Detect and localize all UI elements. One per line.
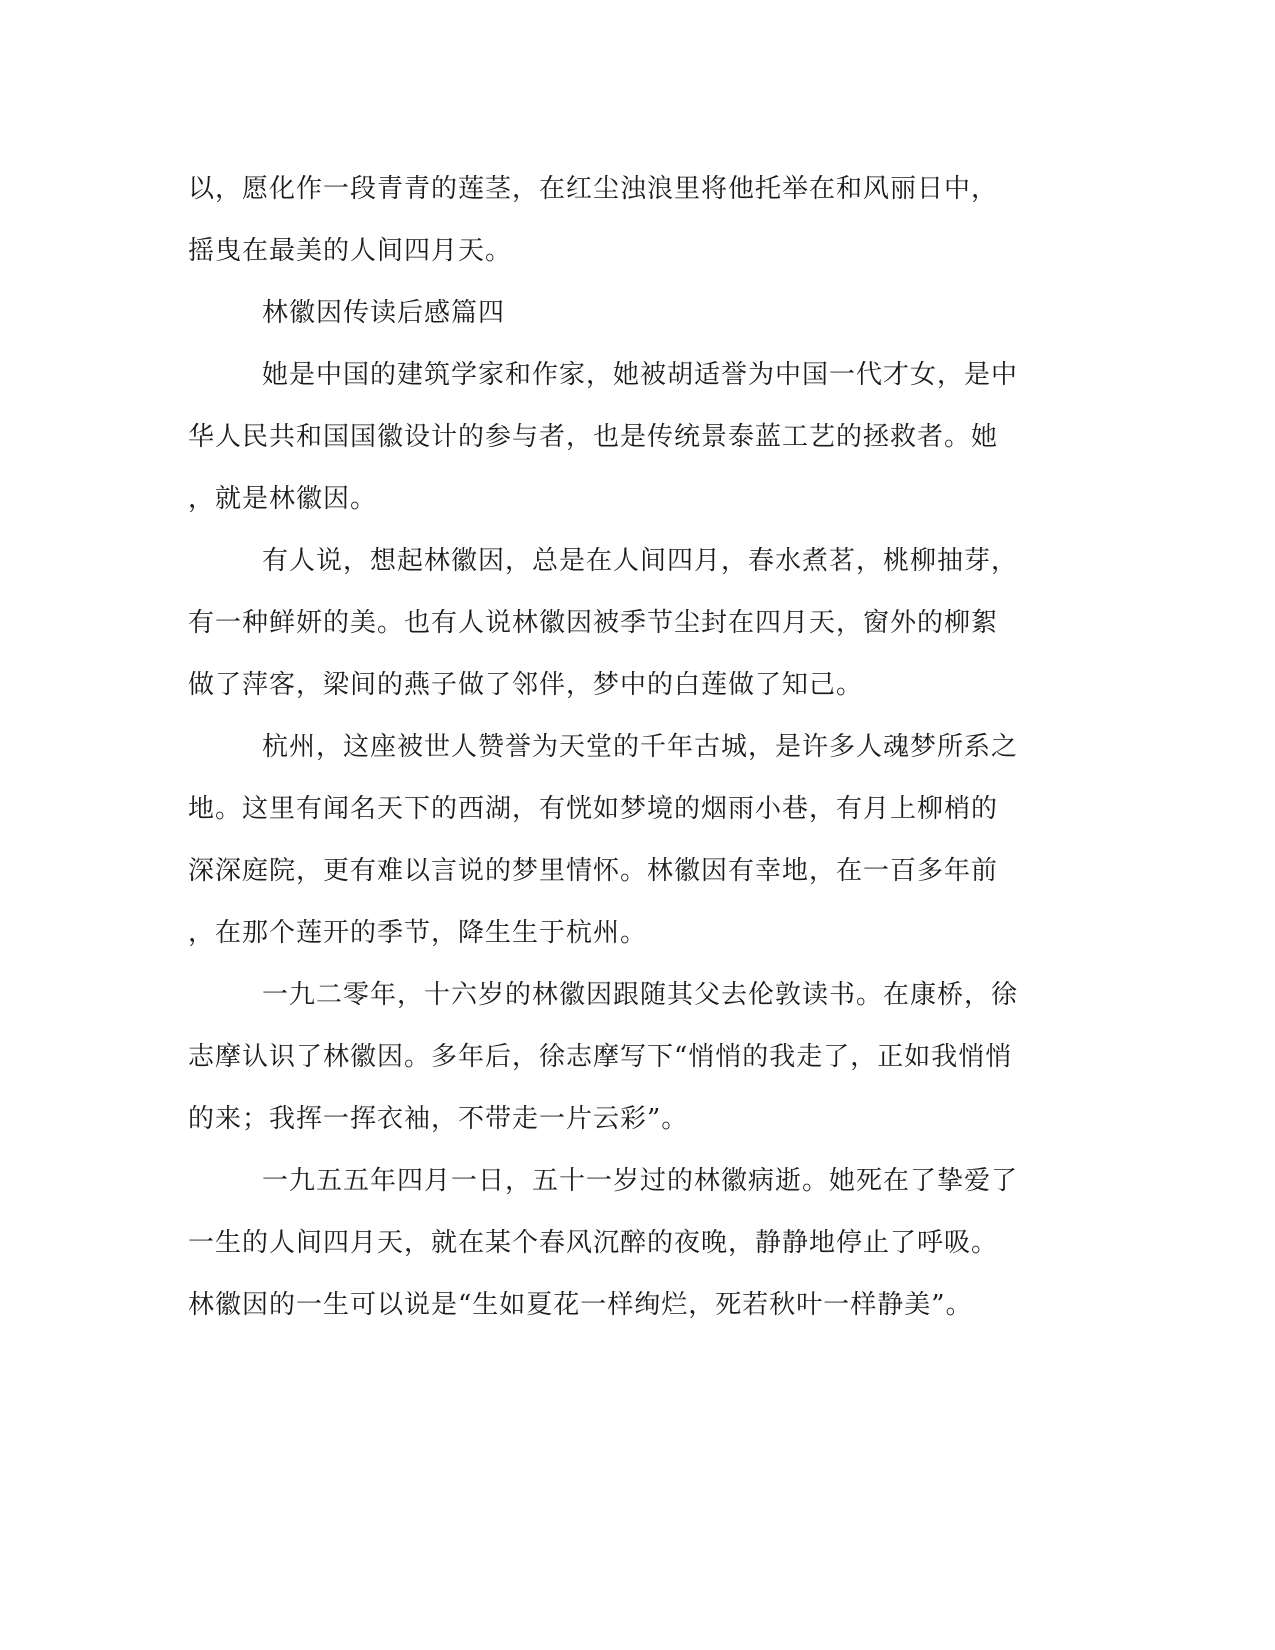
text-line: 摇曳在最美的人间四月天。	[188, 236, 513, 266]
text-line: 以，愿化作一段青青的莲茎，在红尘浊浪里将他托举在和风丽日中，	[188, 174, 999, 204]
text-line: 有人说，想起林徽因，总是在人间四月，春水煮茗，桃柳抽芽，	[262, 546, 1019, 576]
text-line: 深深庭院，更有难以言说的梦里情怀。林徽因有幸地，在一百多年前	[188, 856, 999, 886]
text-line: 一九二零年，十六岁的林徽因跟随其父去伦敦读书。在康桥，徐	[262, 980, 1019, 1010]
text-line: 有一种鲜妍的美。也有人说林徽因被季节尘封在四月天，窗外的柳絮	[188, 608, 999, 638]
text-line: 志摩认识了林徽因。多年后，徐志摩写下“悄悄的我走了，正如我悄悄	[188, 1042, 1013, 1072]
document-body	[188, 158, 1068, 1336]
text-line: ，在那个莲开的季节，降生生于杭州。	[188, 918, 648, 948]
text-line: 一生的人间四月天，就在某个春风沉醉的夜晚，静静地停止了呼吸。	[188, 1228, 999, 1258]
text-line: 她是中国的建筑学家和作家，她被胡适誉为中国一代才女，是中	[262, 360, 1019, 390]
text-line: 华人民共和国国徽设计的参与者，也是传统景泰蓝工艺的拯救者。她	[188, 422, 999, 452]
section-heading: 林徽因传读后感篇四	[262, 298, 506, 328]
text-line: 杭州，这座被世人赞誉为天堂的千年古城，是许多人魂梦所系之	[262, 732, 1019, 762]
text-line: ，就是林徽因。	[188, 484, 378, 514]
text-line: 林徽因的一生可以说是“生如夏花一样绚烂，死若秋叶一样静美”。	[188, 1290, 973, 1320]
text-line: 的来；我挥一挥衣袖，不带走一片云彩”。	[188, 1104, 689, 1134]
text-line: 做了萍客，梁间的燕子做了邻伴，梦中的白莲做了知己。	[188, 670, 864, 700]
text-line: 一九五五年四月一日，五十一岁过的林徽病逝。她死在了挚爱了	[262, 1166, 1019, 1196]
text-line: 地。这里有闻名天下的西湖，有恍如梦境的烟雨小巷，有月上柳梢的	[188, 794, 999, 824]
